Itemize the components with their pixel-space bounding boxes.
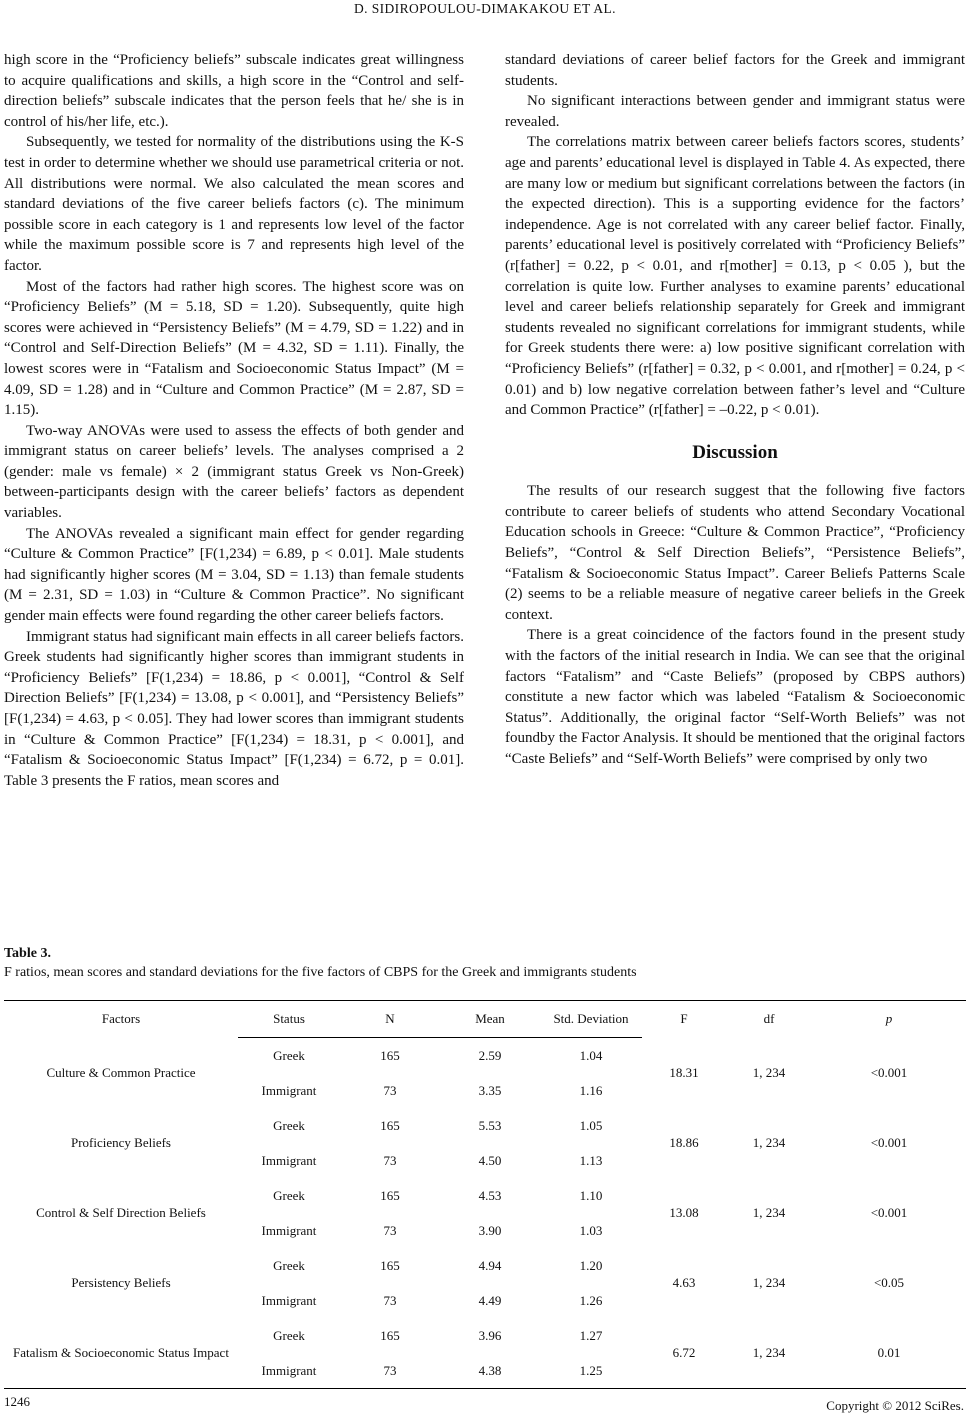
df-cell: 1, 234 bbox=[752, 1064, 786, 1080]
factor-cell: Fatalism & Socioeconomic Status Impact bbox=[4, 1318, 238, 1389]
status-cell: Greek bbox=[273, 1117, 305, 1133]
n-cell: 165 bbox=[380, 1257, 400, 1273]
paragraph: Subsequently, we tested for normality of the distributions using the K-S test in order to determine whether we should use parametrical criteria or not. All distributions were normal. We also calculated the mean scores and standard deviations of the five career beliefs factors (c). The minimum possible score in each category is 1 and represents low level of the factor while the maximum possible score is 7 and represents high level of the factor. bbox=[4, 134, 464, 274]
paragraph: Two-way ANOVAs were used to assess the effects of both gender and immigrant status on career beliefs’ levels. The analyses comprised a 2 (gender: male vs female) × 2 (immigrant status Greek vs Non-Greek) between-participants design with the career beliefs’ factors as dependent variables. bbox=[4, 422, 464, 522]
paragraph: The ANOVAs revealed a significant main effect for gender regarding “Culture & Common Practice” [F(1,234) = 6.89, p < 0.01]. Male students had significantly higher scores (M = 3.04, SD = 1.13) than female students (M = 2.31, SD = 1.03) in “Culture & Common Practice”. No significant gender main effects were found regarding the other career beliefs factors. bbox=[4, 525, 464, 625]
header-df: df bbox=[726, 1001, 812, 1038]
n-cell: 73 bbox=[383, 1292, 397, 1308]
header-factors: Factors bbox=[4, 1001, 238, 1038]
sd-cell: 1.16 bbox=[579, 1082, 603, 1098]
right-column bbox=[505, 50, 965, 770]
p-cell: <0.05 bbox=[873, 1275, 905, 1290]
table-body bbox=[4, 1038, 966, 1389]
status-cell: Greek bbox=[273, 1327, 305, 1343]
sd-cell: 1.13 bbox=[579, 1152, 603, 1168]
status-cell: Greek bbox=[273, 1187, 305, 1203]
n-cell: 73 bbox=[383, 1222, 397, 1238]
p-cell: 0.01 bbox=[812, 1318, 966, 1389]
df-cell: 1, 234 bbox=[752, 1205, 786, 1220]
paragraph: high score in the “Proficiency beliefs” subscale indicates great willingness to acquire qualifications and skills, a high score in the “Control and self-direction beliefs” subscale indicates that the person feels that he/ she is in control of his/her life, etc.). bbox=[4, 52, 464, 130]
n-cell: 165 bbox=[380, 1327, 400, 1343]
f-cell: 18.31 bbox=[669, 1064, 699, 1080]
mean-cell: 4.53 bbox=[478, 1187, 502, 1203]
table-row bbox=[4, 1318, 966, 1353]
copyright: Copyright © 2012 SciRes. bbox=[826, 1398, 964, 1413]
factor-cell: Control & Self Direction Beliefs bbox=[36, 1205, 206, 1220]
status-cell: Greek bbox=[273, 1257, 305, 1273]
n-cell: 73 bbox=[383, 1152, 397, 1168]
mean-cell: 3.35 bbox=[478, 1082, 502, 1098]
status-cell: Immigrant bbox=[261, 1292, 317, 1308]
sd-cell: 1.27 bbox=[579, 1327, 603, 1343]
df-cell: 1, 234 bbox=[752, 1275, 786, 1290]
factor-cell: Culture & Common Practice bbox=[46, 1064, 196, 1080]
df-cell: 1, 234 bbox=[726, 1318, 812, 1389]
paragraph: The correlations matrix between career beliefs factors scores, students’ age and parents’ educational level is displayed in Table 4. As expected, there are many low or medium but significant correlations between the factors (in the expected direction). This is a supporting evidence for the factors’ independence. Age is not correlated with any career belief factor. Finally, parents’ educational level is positively correlated with “Proficiency Beliefs” (r[father] = 0.22, p < 0.01, and r[mother] = 0.13, p < 0.05 ), but the correlation is quite low. Further analyses to examine parents’ educational level and career beliefs relationship separately for Greek and immigrant students revealed no significant correlations for immigrant students, while for Greek students there were: a) low positive significant correlation with “Proficiency Beliefs” (r[father] = 0.32, p < 0.001, and r[mother] = 0.24, p < 0.01) and b) low negative correlation between father’s level and “Culture and Common Practice” (r[father] = –0.22, p < 0.01). bbox=[505, 134, 965, 419]
sd-cell: 1.04 bbox=[579, 1047, 603, 1063]
status-cell: Immigrant bbox=[261, 1152, 317, 1168]
f-cell: 4.63 bbox=[672, 1275, 696, 1290]
p-cell: <0.001 bbox=[870, 1205, 908, 1220]
paragraph: Immigrant status had significant main effects in all career beliefs factors. Greek students had significantly higher scores than immigrant students in “Proficiency Beliefs” [F(1,234) = 18.86, p < 0.001], “Control & Self Direction Beliefs” [F(1,234) = 13.08, p < 0.001], and “Persistency Beliefs” [F(1,234) = 4.63, p < 0.05]. They had lower scores than immigrant students in “Culture & Common Practice” [F(1,234) = 18.31, p < 0.001], and “Fatalism & Socioeconomic Status Impact” [F(1,234) = 6.72, p = 0.01]. Table 3 presents the F ratios, mean scores and bbox=[4, 628, 464, 789]
table-caption bbox=[4, 944, 964, 982]
page-number: 1246 bbox=[4, 1394, 30, 1409]
factor-cell: Proficiency Beliefs bbox=[71, 1135, 171, 1150]
status-cell: Immigrant bbox=[238, 1353, 340, 1389]
sd-cell: 1.20 bbox=[579, 1257, 603, 1273]
mean-cell: 3.90 bbox=[478, 1222, 502, 1238]
mean-cell: 5.53 bbox=[478, 1117, 502, 1133]
n-cell: 73 bbox=[383, 1082, 397, 1098]
sd-cell: 1.10 bbox=[579, 1187, 603, 1203]
n-cell: 165 bbox=[380, 1117, 400, 1133]
paragraph: standard deviations of career belief factors for the Greek and immigrant students. bbox=[505, 52, 965, 89]
header-status: Status bbox=[238, 1001, 340, 1038]
df-cell: 1, 234 bbox=[752, 1135, 786, 1150]
paragraph: The results of our research suggest that the following five factors contribute to career beliefs of students who attend Secondary Vocational Education schools in Greece: “Culture & Common Practice”, “Proficiency Beliefs”, “Control & Self Direction Beliefs”, “Persistence Beliefs”, “Fatalism & Socioeconomic Status Impact”. Career Beliefs Patterns Scale (2) seems to be a reliable measure of negative career beliefs in the Greek context. bbox=[505, 483, 965, 623]
paragraph: Most of the factors had rather high scores. The highest score was on “Proficiency Beliefs” (M = 5.18, SD = 1.20). Subsequently, quite high scores were achieved in “Persistency Beliefs” (M = 4.79, SD = 1.22) and in “Control and Self-Direction Beliefs” (M = 4.32, SD = 1.11). Finally, the lowest scores were in “Fatalism and Socioeconomic Status Impact” (M = 4.09, SD = 1.28) and in “Culture and Common Practice” (M = 2.87, SD = 1.15). bbox=[4, 278, 464, 419]
table-row bbox=[4, 1248, 966, 1283]
header-mean: Mean bbox=[440, 1001, 540, 1038]
results-table bbox=[4, 1000, 966, 1389]
header-sd: Std. Deviation bbox=[540, 1001, 642, 1038]
mean-cell: 4.49 bbox=[478, 1292, 502, 1308]
status-cell: Immigrant bbox=[261, 1222, 317, 1238]
table-row bbox=[4, 1108, 966, 1143]
sd-cell: 1.25 bbox=[540, 1353, 642, 1389]
table-caption-text: F ratios, mean scores and standard deviations for the five factors of CBPS for the Greek and immigrants students bbox=[4, 965, 637, 980]
running-header: D. SIDIROPOULOU-DIMAKAKOU ET AL. bbox=[354, 1, 616, 16]
left-column bbox=[4, 50, 464, 791]
paragraph: There is a great coincidence of the factors found in the present study with the factors of the initial research in India. We can see that the original factors “Fatalism” and “Caste Beliefs” (proposed by CBPS authors) constitute a new factor which was labeled “Fatalism & Socioeconomic Status”. Additionally, the original factor “Self-Worth Beliefs” was not foundby the Factor Analysis. It should be mentioned that the original factors “Caste Beliefs” and “Self-Worth Beliefs” were comprised by only two bbox=[505, 627, 965, 767]
header-f: F bbox=[642, 1001, 726, 1038]
mean-cell: 4.38 bbox=[440, 1353, 540, 1389]
f-cell: 18.86 bbox=[669, 1135, 699, 1150]
section-heading: Discussion bbox=[692, 441, 778, 463]
table-row bbox=[4, 1178, 966, 1213]
p-cell: <0.001 bbox=[870, 1135, 908, 1150]
sd-cell: 1.03 bbox=[579, 1222, 603, 1238]
n-cell: 165 bbox=[380, 1187, 400, 1203]
p-cell: <0.001 bbox=[870, 1064, 908, 1080]
f-cell: 6.72 bbox=[642, 1318, 726, 1389]
mean-cell: 3.96 bbox=[478, 1327, 502, 1343]
header-n: N bbox=[340, 1001, 440, 1038]
mean-cell: 4.94 bbox=[478, 1257, 502, 1273]
f-cell: 13.08 bbox=[669, 1205, 699, 1220]
n-cell: 165 bbox=[380, 1047, 400, 1063]
sd-cell: 1.26 bbox=[579, 1292, 603, 1308]
sd-cell: 1.05 bbox=[579, 1117, 603, 1133]
table-row bbox=[4, 1038, 966, 1074]
mean-cell: 4.50 bbox=[478, 1152, 502, 1168]
header-p: p bbox=[812, 1001, 966, 1038]
status-cell: Immigrant bbox=[261, 1082, 317, 1098]
status-cell: Greek bbox=[273, 1047, 305, 1063]
mean-cell: 2.59 bbox=[478, 1047, 502, 1063]
table-label: Table 3. bbox=[4, 946, 51, 961]
paragraph: No significant interactions between gender and immigrant status were revealed. bbox=[505, 93, 965, 130]
n-cell: 73 bbox=[340, 1353, 440, 1389]
factor-cell: Persistency Beliefs bbox=[71, 1275, 171, 1290]
